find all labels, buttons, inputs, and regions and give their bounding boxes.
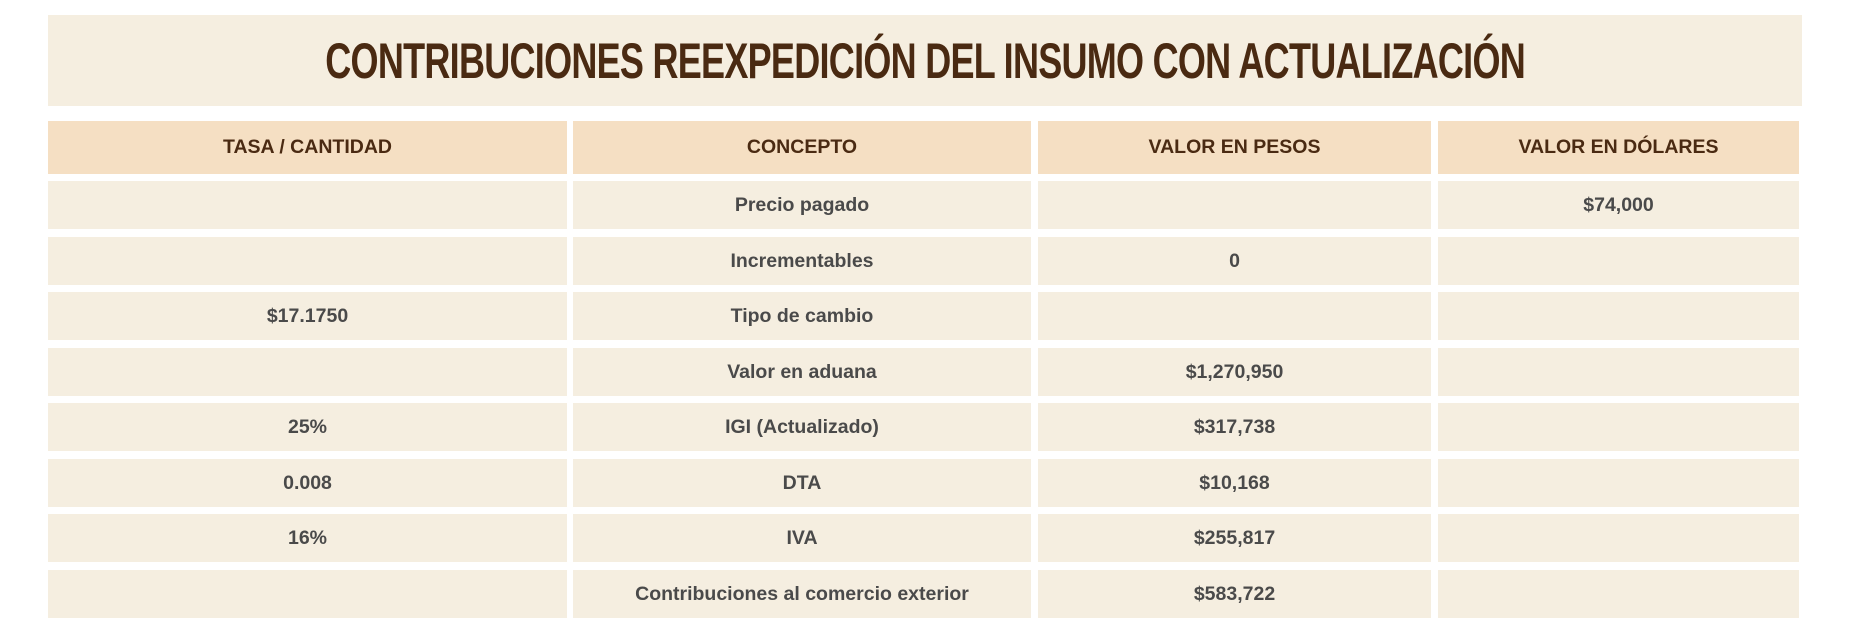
header-concept: CONCEPTO bbox=[573, 121, 1031, 174]
table-cell-rate bbox=[48, 181, 567, 229]
table-cell-pesos: $317,738 bbox=[1038, 403, 1431, 451]
table-cell-pesos: $10,168 bbox=[1038, 459, 1431, 507]
table-cell-dollars bbox=[1438, 403, 1799, 451]
table-cell-dollars bbox=[1438, 348, 1799, 396]
table-cell-dollars bbox=[1438, 459, 1799, 507]
table-cell-pesos: $583,722 bbox=[1038, 570, 1431, 618]
table-cell-dollars bbox=[1438, 237, 1799, 285]
header-pesos: VALOR EN PESOS bbox=[1038, 121, 1431, 174]
table-cell-rate bbox=[48, 237, 567, 285]
table-cell-concept: DTA bbox=[573, 459, 1031, 507]
table-cell-dollars bbox=[1438, 514, 1799, 562]
table-cell-pesos: $255,817 bbox=[1038, 514, 1431, 562]
table-cell-concept: Tipo de cambio bbox=[573, 292, 1031, 340]
title-bar bbox=[48, 15, 1802, 106]
table-cell-pesos: 0 bbox=[1038, 237, 1431, 285]
table-cell-rate bbox=[48, 570, 567, 618]
table-cell-rate: 0.008 bbox=[48, 459, 567, 507]
table-cell-pesos: $1,270,950 bbox=[1038, 348, 1431, 396]
table-cell-concept: Precio pagado bbox=[573, 181, 1031, 229]
table-cell-concept: Contribuciones al comercio exterior bbox=[573, 570, 1031, 618]
table-cell-pesos bbox=[1038, 292, 1431, 340]
table-cell-concept: IVA bbox=[573, 514, 1031, 562]
table-cell-dollars bbox=[1438, 570, 1799, 618]
header-dollars: VALOR EN DÓLARES bbox=[1438, 121, 1799, 174]
table-cell-concept: Valor en aduana bbox=[573, 348, 1031, 396]
page-title: CONTRIBUCIONES REEXPEDICIÓN DEL INSUMO CON ACTUALIZACIÓN bbox=[325, 32, 1525, 89]
table-cell-rate: $17.1750 bbox=[48, 292, 567, 340]
header-rate: TASA / CANTIDAD bbox=[48, 121, 567, 174]
table-cell-rate bbox=[48, 348, 567, 396]
table-cell-dollars bbox=[1438, 292, 1799, 340]
table-cell-concept: Incrementables bbox=[573, 237, 1031, 285]
table-cell-dollars: $74,000 bbox=[1438, 181, 1799, 229]
table-cell-concept: IGI (Actualizado) bbox=[573, 403, 1031, 451]
table-cell-rate: 25% bbox=[48, 403, 567, 451]
table-cell-pesos bbox=[1038, 181, 1431, 229]
table-cell-rate: 16% bbox=[48, 514, 567, 562]
